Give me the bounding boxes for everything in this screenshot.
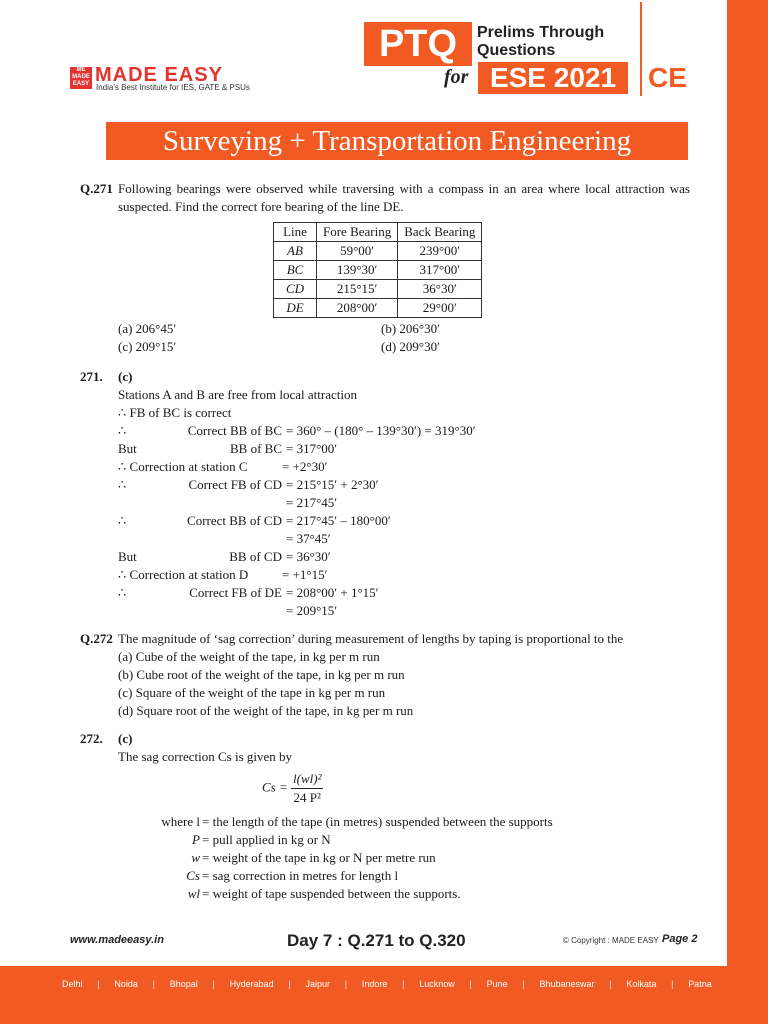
ptq-subtitle	[477, 24, 637, 60]
definition-text: = sag correction in metres for length l	[202, 868, 399, 883]
step-prefix: ∴ Correction at station D	[118, 567, 249, 582]
solution-step	[118, 512, 690, 530]
table-cell: AB	[274, 242, 317, 261]
solution-step	[118, 494, 690, 512]
answer-number: 272.	[80, 731, 103, 746]
answer-number: 271.	[80, 369, 103, 384]
ptq-subtitle-line1: Prelims Through	[477, 24, 605, 41]
solution-step	[118, 584, 690, 602]
question-text: Following bearings were observed while traversing with a compass in an area where local attraction was suspected. Find the correct fore bearing of the line DE.	[118, 181, 690, 214]
city-name: Bhopal	[169, 979, 198, 989]
definition-text: = weight of the tape in kg or N per metre run	[202, 850, 436, 865]
solution-step	[118, 476, 690, 494]
answer-272-header	[80, 730, 690, 748]
question-text: The magnitude of ‘sag correction’ during measurement of lengths by taping is proportional to the	[118, 631, 624, 646]
step-prefix: ∴	[118, 423, 127, 438]
city-separator: |	[212, 979, 215, 989]
solution-271	[80, 386, 690, 620]
option-b: (b) Cube root of the weight of the tape, in kg per m run	[118, 667, 405, 682]
step-value: = 217°45′ – 180°00′	[286, 513, 391, 528]
step-prefix: ∴	[118, 585, 127, 600]
definition-text: = the length of the tape (in metres) suspended between the supports	[202, 814, 553, 829]
definition-text: = weight of tape suspended between the supports.	[202, 886, 461, 901]
definition-row	[80, 867, 690, 885]
definition-symbol: wl	[187, 886, 200, 901]
step-value: = +2°30′	[282, 459, 328, 474]
answer-key: (c)	[118, 369, 133, 384]
city-separator: |	[152, 979, 155, 989]
city-name: Jaipur	[305, 979, 330, 989]
sag-formula	[118, 770, 690, 807]
branch-label: CE	[648, 62, 687, 93]
table-cell: 139°30′	[317, 261, 398, 280]
footer-url[interactable]: www.madeeasy.in	[70, 934, 164, 946]
step-prefix	[118, 530, 160, 548]
footer-copyright: © Copyright : MADE EASY	[563, 936, 659, 945]
table-cell: 59°00′	[317, 242, 398, 261]
table-header: Line	[274, 223, 317, 242]
step-prefix: ∴ Correction at station C	[118, 459, 248, 474]
header-divider	[640, 2, 642, 96]
solution-272	[80, 748, 690, 807]
city-name: Delhi	[62, 979, 83, 989]
definition-text: = pull applied in kg or N	[202, 832, 331, 847]
city-separator: |	[671, 979, 674, 989]
formula-denominator: 24 P²	[293, 790, 321, 805]
step-label: BB of BC	[229, 441, 282, 456]
step-value: = +1°15′	[282, 567, 328, 582]
question-272	[80, 630, 690, 648]
definition-row	[80, 849, 690, 867]
step-label: Correct FB of DE	[189, 585, 282, 600]
step-value: = 36°30′	[286, 549, 331, 564]
step-label	[160, 494, 286, 512]
table-header: Fore Bearing	[317, 223, 398, 242]
step-label: BB of CD	[229, 549, 282, 564]
for-label: for	[444, 66, 469, 88]
table-row	[274, 242, 482, 261]
step-prefix	[118, 494, 160, 512]
footer-day: Day 7 : Q.271 to Q.320	[287, 931, 466, 950]
step-label	[160, 530, 286, 548]
city-separator: |	[609, 979, 612, 989]
city-separator: |	[402, 979, 405, 989]
table-cell: 317°00′	[398, 261, 482, 280]
solution-step	[118, 422, 690, 440]
city-name: Pune	[486, 979, 508, 989]
city-name: Hyderabad	[229, 979, 274, 989]
solution-intro: The sag correction Cs is given by	[118, 749, 293, 764]
table-cell: 36°30′	[398, 280, 482, 299]
city-separator: |	[344, 979, 348, 989]
option-c: (c) 209°15′	[118, 339, 177, 354]
ptq-badge: PTQ	[364, 22, 472, 66]
city-separator: |	[97, 979, 100, 989]
formula-numerator: l(wl)²	[291, 770, 323, 789]
where-list	[80, 813, 690, 903]
question-271	[80, 180, 690, 216]
option-b: (b) 206°30′	[381, 321, 440, 336]
brand-name: MADE EASY	[95, 64, 223, 86]
options-272	[80, 648, 690, 720]
answer-271-header	[80, 368, 690, 386]
city-separator: |	[522, 979, 525, 989]
definition-symbol: where l	[161, 814, 200, 829]
step-prefix: But	[118, 549, 137, 564]
definition-symbol: P	[192, 832, 200, 847]
option-a: (a) Cube of the weight of the tape, in kg per m run	[118, 649, 380, 664]
city-name: Noida	[114, 979, 138, 989]
step-label: Correct FB of CD	[188, 477, 282, 492]
step-prefix	[118, 602, 160, 620]
table-header-row	[274, 223, 482, 242]
step-prefix: But	[118, 441, 137, 456]
question-number: Q.272	[80, 631, 113, 646]
city-separator: |	[469, 979, 472, 989]
step-label	[160, 602, 286, 620]
city-name: Lucknow	[419, 979, 455, 989]
option-a: (a) 206°45′	[118, 321, 177, 336]
spacer	[80, 620, 690, 630]
main-content	[80, 180, 690, 903]
table-row	[274, 299, 482, 318]
city-name: Patna	[688, 979, 712, 989]
step-value: = 209°15′	[286, 603, 338, 618]
definition-row	[80, 813, 690, 831]
right-accent-bar	[727, 0, 768, 966]
definition-row	[80, 885, 690, 903]
step-label: Correct BB of BC	[187, 423, 282, 438]
solution-line: Stations A and B are free from local attraction	[118, 387, 357, 402]
table-cell: 29°00′	[398, 299, 482, 318]
page-number: Page 2	[662, 933, 698, 945]
table-header: Back Bearing	[398, 223, 482, 242]
ptq-subtitle-line2: Questions	[477, 42, 556, 59]
table-cell: 208°00′	[317, 299, 398, 318]
table-cell: BC	[274, 261, 317, 280]
city-name: Indore	[361, 979, 388, 989]
city-name: Kolkata	[626, 979, 657, 989]
step-value: = 208°00′ + 1°15′	[286, 585, 379, 600]
exam-badge: ESE 2021	[478, 62, 628, 94]
table-cell: 215°15′	[317, 280, 398, 299]
formula-lhs: Cs =	[262, 779, 288, 795]
formula-fraction	[291, 770, 323, 807]
brand-tagline: India's Best Institute for IES, GATE & PSUs	[96, 83, 250, 92]
step-value: = 215°15′ + 2°30′	[286, 477, 379, 492]
table-row	[274, 261, 482, 280]
city-separator: |	[288, 979, 291, 989]
option-d: (d) Square root of the weight of the tape, in kg per m run	[118, 703, 414, 718]
step-prefix: ∴	[118, 513, 127, 528]
step-label: Correct BB of CD	[187, 513, 282, 528]
table-row	[274, 280, 482, 299]
step-value: = 317°00′	[286, 441, 338, 456]
city-name: Bhubaneswar	[539, 979, 595, 989]
step-prefix: ∴	[118, 477, 127, 492]
step-value: = 360° – (180° – 139°30′) = 319°30′	[286, 423, 476, 438]
solution-rows	[118, 422, 690, 620]
footer-band	[0, 966, 768, 1024]
made-easy-logo-icon: ME MADE EASY	[70, 67, 92, 89]
definition-symbol: w	[191, 850, 200, 865]
table-cell: CD	[274, 280, 317, 299]
solution-step	[118, 566, 690, 584]
step-value: = 37°45′	[286, 531, 331, 546]
solution-step	[118, 530, 690, 548]
city-list	[62, 979, 712, 989]
table-cell: DE	[274, 299, 317, 318]
option-c: (c) Square of the weight of the tape in kg per m run	[118, 685, 386, 700]
step-value: = 217°45′	[286, 495, 338, 510]
solution-line: ∴ FB of BC is correct	[118, 405, 232, 420]
solution-step	[118, 548, 690, 566]
solution-step	[118, 458, 690, 476]
options-271	[80, 320, 690, 356]
bearing-table	[273, 222, 482, 318]
question-number: Q.271	[80, 181, 113, 196]
definition-row	[80, 831, 690, 849]
solution-step	[118, 602, 690, 620]
topic-banner: Surveying + Transportation Engineering	[106, 122, 688, 160]
option-d: (d) 209°30′	[381, 339, 440, 354]
definition-symbol: Cs	[186, 868, 200, 883]
solution-step	[118, 440, 690, 458]
table-cell: 239°00′	[398, 242, 482, 261]
answer-key: (c)	[118, 731, 133, 746]
